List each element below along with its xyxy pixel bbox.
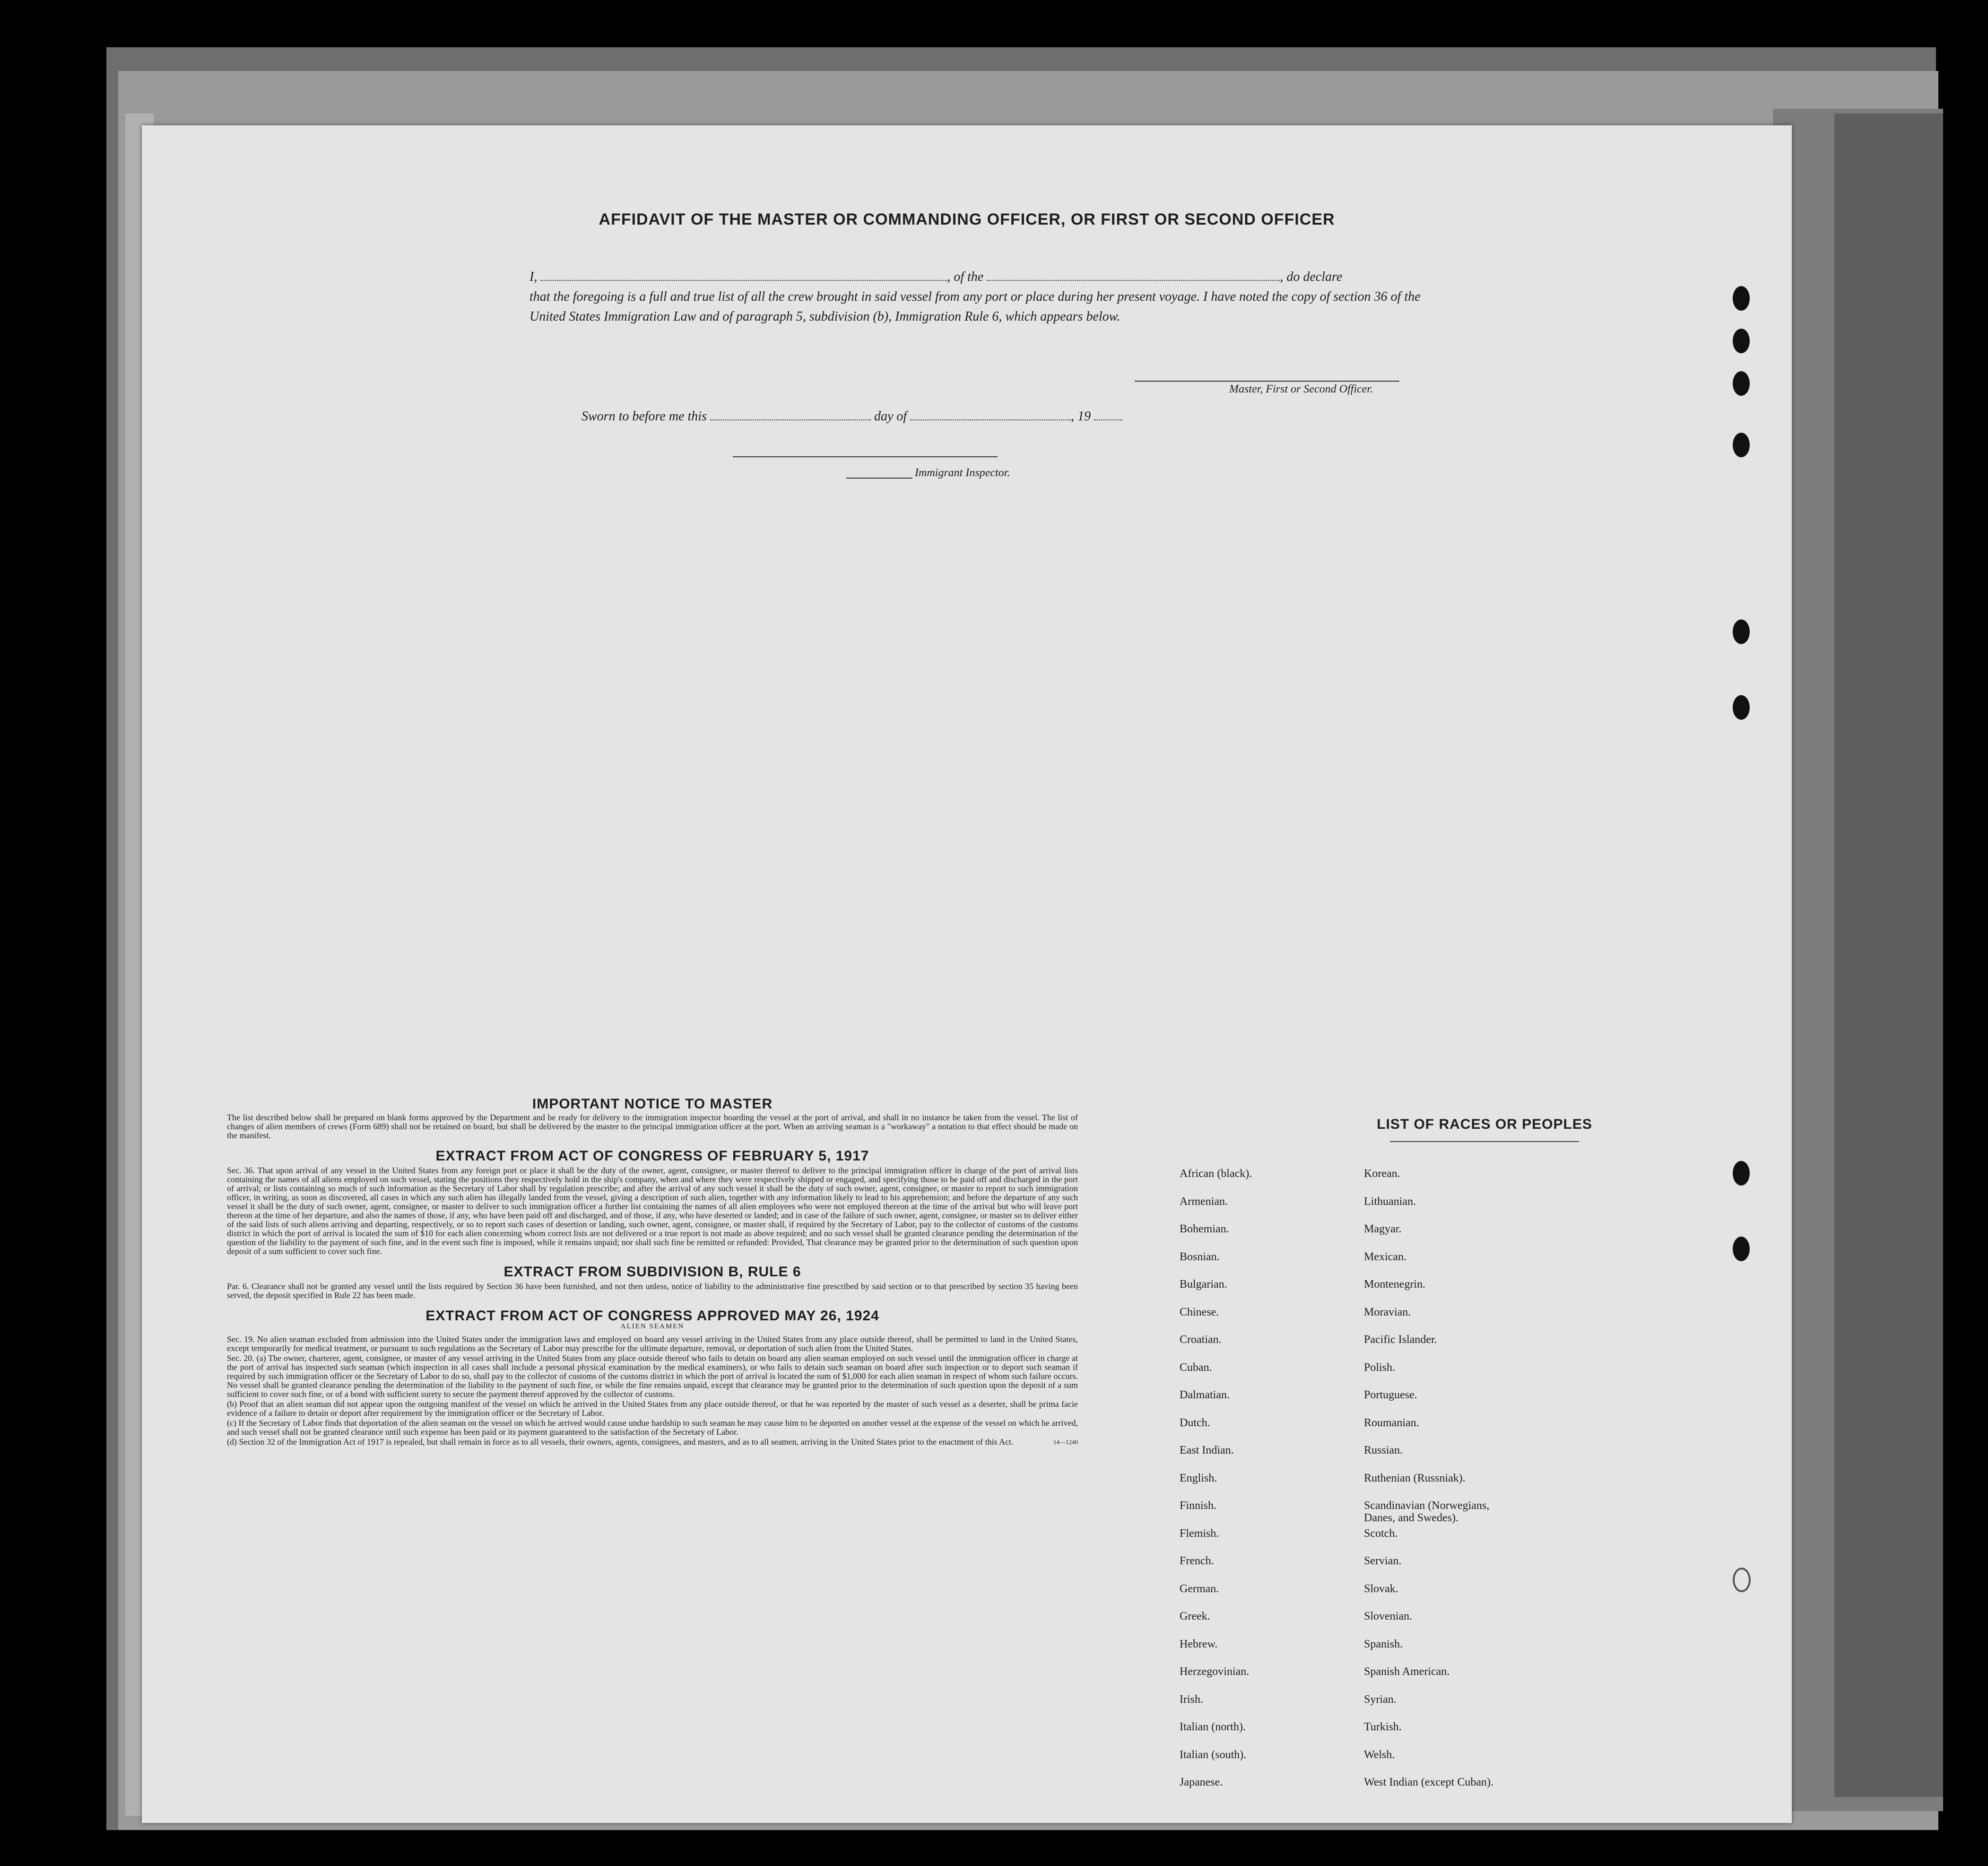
punch-hole xyxy=(1733,433,1750,457)
notice-title: IMPORTANT NOTICE TO MASTER xyxy=(532,1096,773,1112)
race-item: West Indian (except Cuban). xyxy=(1364,1776,1493,1788)
race-item: Russian. xyxy=(1364,1444,1403,1456)
race-item: Finnish. xyxy=(1180,1500,1217,1512)
affidavit-body: that the foregoing is a full and true list of all the crew brought in said vessel from any port or place during her present voyage. I have noted the copy of section 36 of the United States Immigration Law and of paragraph 5, subdivision (b), Immigration Rule 6, which appears below. xyxy=(530,289,1421,324)
extract-1924-paragraph: (b) Proof that an alien seaman did not appear upon the outgoing manifest of the vessel on which he arrived in the United States from any place outside thereof, or that he was reported by the master of such vessel as a deserter, shall be prima facie evidence of a failure to detain or deport after requirement by the immigration officer or the Secretary of Labor. xyxy=(227,1399,1078,1418)
race-item: Chinese. xyxy=(1180,1306,1219,1318)
race-item: Slovak. xyxy=(1364,1582,1398,1595)
race-item: Hebrew. xyxy=(1180,1638,1218,1650)
race-item: Polish. xyxy=(1364,1361,1396,1374)
race-item: Flemish. xyxy=(1180,1527,1219,1540)
races-column-right xyxy=(1364,1166,1493,1802)
race-item: Spanish American. xyxy=(1364,1665,1450,1678)
inspector-signature-line[interactable] xyxy=(733,456,998,457)
punch-hole xyxy=(1733,695,1750,720)
race-item: Mexican. xyxy=(1364,1250,1406,1263)
race-item: Pacific Islander. xyxy=(1364,1334,1437,1346)
form-number: 14—1240 xyxy=(1053,1439,1078,1446)
punch-hole xyxy=(1733,1237,1750,1261)
race-item: Lithuanian. xyxy=(1364,1195,1416,1208)
races-title-rule xyxy=(1390,1141,1579,1142)
race-item: Armenian. xyxy=(1180,1195,1228,1208)
race-item: Herzegovinian. xyxy=(1180,1665,1250,1678)
punch-hole xyxy=(1733,1568,1751,1592)
extract-1924-title: EXTRACT FROM ACT OF CONGRESS APPROVED MAY 26, 1924 xyxy=(425,1308,879,1324)
races-column-left xyxy=(1180,1166,1252,1802)
extract-1924-paragraph: Sec. 19. No alien seaman excluded from admission into the United States under the immigration laws and employed on board any vessel arriving in the United States from any place outside thereof, shall be permitted to land in the United States, except temporarily for medical treatment, or pursuant to such regulations as the Secretary of Labor may prescribe for the ultimate departure, removal, or deportation of such alien from the United States. xyxy=(227,1334,1078,1353)
race-item: German. xyxy=(1180,1582,1219,1595)
extract-1924-subtitle: ALIEN SEAMEN xyxy=(620,1323,685,1330)
punch-hole xyxy=(1733,371,1750,396)
extract-1917-title: EXTRACT FROM ACT OF CONGRESS OF FEBRUARY 5, 1917 xyxy=(435,1148,869,1164)
race-item: Bosnian. xyxy=(1180,1250,1220,1263)
vessel-name-field[interactable] xyxy=(987,270,1280,281)
extract-1924-paragraph: (c) If the Secretary of Labor finds that deportation of the alien seaman on the vessel on which he arrived would cause undue hardship to such seaman he may cause him to be deported on another vessel at the expense of the vessel on which he arrived, and such vessel shall not be granted clearance until such expense has been paid or its payment guaranteed to the satisfaction of the Secretary of Labor. xyxy=(227,1418,1078,1437)
punch-hole xyxy=(1733,619,1750,644)
extract-1924-paragraph: (d) Section 32 of the Immigration Act of 1917 is repealed, but shall remain in force as to all vessels, their owners, agents, consignees, and masters, and as to all seamen, arriving in the United States prior to the enactment of this Act. 14—1240 xyxy=(227,1437,1078,1447)
race-item: Cuban. xyxy=(1180,1361,1212,1374)
race-item: Turkish. xyxy=(1364,1721,1402,1733)
race-item: Dutch. xyxy=(1180,1416,1210,1429)
race-item: Korean. xyxy=(1364,1168,1400,1180)
race-item: Irish. xyxy=(1180,1693,1203,1706)
punch-hole xyxy=(1733,286,1750,311)
race-item: Japanese. xyxy=(1180,1776,1223,1788)
back-sheet-edge xyxy=(1834,113,1943,1797)
race-item: French. xyxy=(1180,1555,1214,1567)
affidavit-title: AFFIDAVIT OF THE MASTER OR COMMANDING OFFICER, OR FIRST OR SECOND OFFICER xyxy=(599,210,1335,228)
race-item: East Indian. xyxy=(1180,1444,1234,1456)
extract-1924-paragraph: Sec. 20. (a) The owner, charterer, agent, consignee, or master of any vessel arriving in the United States from any place outside thereof who fails to detain on board any alien seaman employed on such vessel until the immigration officer in charge at the port of arrival has inspected such seaman (which inspection in all cases shall include a personal physical examination by the medical examiners), or who fails to detain such seaman on board after such inspection or to deport such seaman if required by such immigration officer or the Secretary of Labor to do so, shall pay to the collector of customs of the customs district in which the port of arrival is located the sum of $1,000 for each alien seaman in respect of whom such failure occurs. No vessel shall be granted clearance pending the determination of the liability to the payment of such fine, or while the fine remains unpaid, except that clearance may be granted prior to the determination of such question upon the deposit of a sum sufficient to cover such fine, or of a bond with sufficient surety to secure the payment thereof approved by the collector of customs. xyxy=(227,1353,1078,1399)
sworn-day-field[interactable] xyxy=(710,409,871,420)
affidavit-declaration-line: I, , of the , do declare xyxy=(530,270,1343,284)
sworn-year-field[interactable] xyxy=(1094,409,1122,420)
race-item: Montenegrin. xyxy=(1364,1278,1425,1291)
notice-text: The list described below shall be prepared on blank forms approved by the Department and be ready for delivery to the immigration inspector boarding the vessel at the port of arrival, and shall in no instance be taken from the vessel. The list of changes of alien members of crews (Form 689) shall not be retained on board, but shall be delivered by the master to the principal immigration officer at the port. When an arriving seaman is a "workaway" a notation to that effect should be made on the manifest. xyxy=(227,1113,1078,1140)
punch-hole xyxy=(1733,329,1750,353)
race-item: Syrian. xyxy=(1364,1693,1397,1706)
legal-notices xyxy=(227,1096,1078,1447)
race-item: English. xyxy=(1180,1472,1217,1484)
extract-rule6-text: Par. 6. Clearance shall not be granted any vessel until the lists required by Section 36 have been furnished, and not then unless, notice of liability to the administrative fine prescribed by said section or to that prescribed by section 35 having been served, the deposit specified in Rule 22 has been made. xyxy=(227,1282,1078,1300)
officer-name-field[interactable] xyxy=(540,270,947,281)
race-item: Ruthenian (Russniak). xyxy=(1364,1472,1466,1484)
master-signature-line[interactable] xyxy=(1135,381,1399,382)
race-item: Portuguese. xyxy=(1364,1389,1417,1401)
race-item: Croatian. xyxy=(1180,1334,1222,1346)
races-title: LIST OF RACES OR PEOPLES xyxy=(1377,1116,1592,1132)
race-item: Moravian. xyxy=(1364,1306,1411,1318)
punch-hole xyxy=(1733,1161,1750,1186)
race-item: Italian (south). xyxy=(1180,1748,1247,1761)
manifest-page xyxy=(142,125,1792,1823)
inspector-signature-line-short xyxy=(846,478,912,479)
race-item: Italian (north). xyxy=(1180,1721,1246,1733)
race-item: Magyar. xyxy=(1364,1223,1402,1235)
race-item: Slovenian. xyxy=(1364,1610,1412,1622)
inspector-signature-label: Immigrant Inspector. xyxy=(915,467,1010,479)
race-item: Greek. xyxy=(1180,1610,1210,1622)
race-item: Roumanian. xyxy=(1364,1416,1419,1429)
sworn-line: Sworn to before me this day of , 19 xyxy=(582,409,1122,424)
affidavit-text xyxy=(530,267,1451,327)
race-item: African (black). xyxy=(1180,1168,1252,1180)
master-signature-label: Master, First or Second Officer. xyxy=(1229,383,1373,395)
extract-1917-text: Sec. 36. That upon arrival of any vessel in the United States from any foreign port or place it shall be the duty of the owner, agent, consignee, or master thereof to deliver to the principal immigration officer in charge of the port of arrival lists containing the names of all aliens employed on such vessel, stating the positions they respectively hold in the ship's company, when and where they were respectively shipped or engaged, and specifying those to be paid off and discharged in the port of arrival; or lists containing so much of such information as the Secretary of Labor shall by regulation prescribe; and after the arrival of any such vessel it shall be the duty of such owner, agent, consignee, or master to report to such immigration officer, in writing, as soon as discovered, all cases in which any such alien has illegally landed from the vessel, giving a description of such alien, together with any information likely to lead to his apprehension; and before the departure of any such vessel it shall be the duty of such owner, agent, consignee, or master to deliver to such immigration officer a further list containing the names of all alien employees who were not employed thereon at the time of the arrival but who will leave port thereon at the time of her departure, and also the names of those, if any, who have been paid off and discharged, and of those, if any, who have deserted or landed; and in case of the failure of such owner, agent, consignee, or master so to deliver either of the said lists of such aliens arriving and departing, respectively, or so to report such cases of desertion or landing, such owner, agent, consignee, or master shall, if required by the Secretary of Labor, pay to the collector of customs of the customs district in which the port of arrival is located the sum of $10 for each alien concerning whom correct lists are not delivered or a true report is not made as above required; and no such vessel shall be granted clearance pending the determination of the question of the liability to the payment of such fine, and in the event such fine is imposed, while it remains unpaid; nor shall such fine be remitted or refunded: Provided, That clearance may be granted prior to the determination of such question upon deposit of a sum sufficient to cover such fine. xyxy=(227,1166,1078,1256)
race-item: Scandinavian (Norwegians, Danes, and Swedes). xyxy=(1364,1500,1490,1524)
race-item: Bulgarian. xyxy=(1180,1278,1227,1291)
race-item: Spanish. xyxy=(1364,1638,1403,1650)
sworn-month-field[interactable] xyxy=(910,409,1071,420)
race-item: Welsh. xyxy=(1364,1748,1395,1761)
race-item: Servian. xyxy=(1364,1555,1402,1567)
extract-rule6-title: EXTRACT FROM SUBDIVISION B, RULE 6 xyxy=(504,1264,801,1280)
race-item: Bohemian. xyxy=(1180,1223,1229,1235)
race-item: Scotch. xyxy=(1364,1527,1398,1540)
race-item: Dalmatian. xyxy=(1180,1389,1230,1401)
